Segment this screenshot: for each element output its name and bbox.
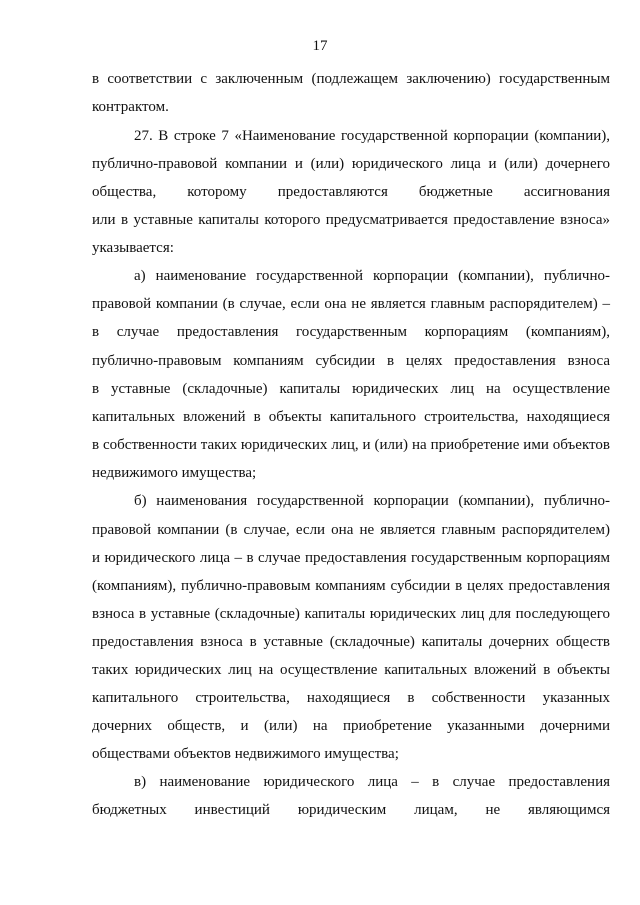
text-line: контрактом. [92,99,169,115]
text-line: предоставления взноса в уставные (складочные) капиталы дочерних обществ [92,634,610,650]
text-line: капитального строительства, находящиеся в собственности указанных [92,690,610,706]
text-line: недвижимого имущества; [92,465,257,481]
text-line: публично-правовым компаниям субсидии в целях предоставления взноса [92,353,610,369]
text-line: обществами объектов недвижимого имущества; [92,746,399,762]
text-line: в случае предоставления государственным корпорациям (компаниям), [92,324,610,340]
text-line: в собственности таких юридических лиц, и (или) на приобретение ими объектов [92,437,610,453]
text-line: или в уставные капиталы которого предусматривается предоставление взноса» [92,212,610,228]
subitem-a-first-line: а) наименование государственной корпорации (компании), публично- [134,268,610,284]
text-line: публично-правовой компании и (или) юридического лица и (или) дочернего [92,156,610,172]
subitem-b-first-line: б) наименования государственной корпорации (компании), публично- [134,493,610,509]
text-line: правовой компании (в случае, если она не является главным распорядителем) – [92,296,610,312]
paragraph-27-first-line: 27. В строке 7 «Наименование государственной корпорации (компании), [134,128,610,144]
text-line: взноса в уставные (складочные) капиталы юридических лиц для последующего [92,606,610,622]
text-line: в уставные (складочные) капиталы юридических лиц на осуществление [92,381,610,397]
text-line: правовой компании (в случае, если она не является главным распорядителем) [92,522,610,538]
text-line: общества, которому предоставляются бюджетные ассигнования [92,184,610,200]
subitem-v-first-line: в) наименование юридического лица – в случае предоставления [134,774,610,790]
text-line: и юридического лица – в случае предоставления государственным корпорациям [92,550,610,566]
text-line: бюджетных инвестиций юридическим лицам, не являющимся [92,802,610,818]
text-line: капитальных вложений в объекты капитального строительства, находящиеся [92,409,610,425]
text-line: дочерних обществ, и (или) на приобретение указанными дочерними [92,718,610,734]
page-number: 17 [312,38,328,54]
text-line: в соответствии с заключенным (подлежащем заключению) государственным [92,71,610,87]
text-line: таких юридических лиц на осуществление капитальных вложений в объекты [92,662,610,678]
text-line: (компаниям), публично-правовым компаниям субсидии в целях предоставления [92,578,610,594]
text-line: указывается: [92,240,174,256]
